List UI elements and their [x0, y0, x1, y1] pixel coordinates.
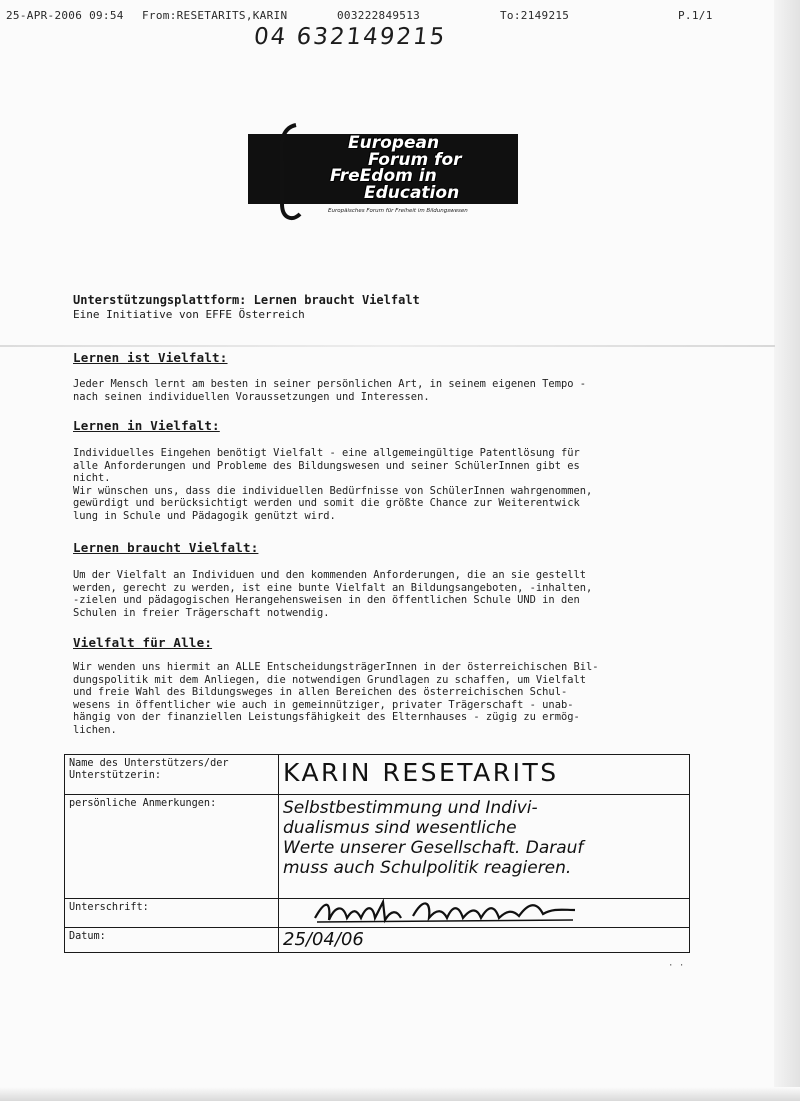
fax-from: From:RESETARITS,KARIN: [142, 9, 288, 22]
fax-date-time: 25-APR-2006 09:54: [6, 9, 124, 22]
paper-fold-line: [0, 345, 775, 347]
handwritten-fax-number: 04 632149215: [252, 24, 448, 50]
name-field[interactable]: KARIN RESETARITS: [279, 755, 690, 795]
logo-line-1: European: [348, 133, 440, 153]
fax-to: To:2149215: [500, 9, 570, 22]
handwritten-signature: [313, 896, 603, 926]
signature-field[interactable]: [279, 899, 690, 928]
remarks-field[interactable]: Selbstbestimmung und Indivi- dualismus sind wesentliche Werte unserer Gesellschaft. Darauf muss auch Schulpolitik reagieren.: [279, 795, 690, 899]
date-field[interactable]: 25/04/06: [279, 928, 690, 953]
section-heading-2: Lernen in Vielfalt:: [73, 418, 220, 433]
scan-mark: · ·: [668, 961, 685, 971]
fax-page-number: P.1/1: [678, 9, 713, 22]
logo-line-4: Education: [364, 183, 460, 203]
fax-sender-number: 003222849513: [337, 9, 421, 22]
name-label: Name des Unterstützers/der Unterstützerin:: [65, 755, 279, 795]
fax-header: [6, 9, 766, 25]
paper-edge: [774, 0, 800, 1101]
logo-subline: Europäisches Forum für Freiheit im Bildungswesen: [328, 208, 468, 214]
document-title: Unterstützungsplattform: Lernen braucht Vielfalt: [73, 293, 420, 307]
section-text-2: Individuelles Eingehen benötigt Vielfalt - eine allgemeingültige Patentlösung für alle Anforderungen und Probleme des Bildungswesen und seiner SchülerInnen gibt es nicht. Wir wünschen uns, dass die individuellen Bedürfnisse von SchülerInnen wahrgenommen, gewürdigt und berücksichtigt werden und somit die größte Chance zur Weiterentwick lung in Schule und Pädagogik genützt wird.: [73, 447, 593, 522]
section-heading-1: Lernen ist Vielfalt:: [73, 350, 228, 365]
logo-line-2: Forum for: [368, 150, 462, 170]
date-label: Datum:: [65, 928, 279, 953]
section-heading-4: Vielfalt für Alle:: [73, 635, 213, 650]
paper-bottom-edge: [0, 1087, 800, 1101]
section-heading-3: Lernen braucht Vielfalt:: [73, 540, 259, 555]
logo-line-3: FreEdom in: [330, 166, 437, 186]
effe-logo: [246, 122, 520, 224]
section-text-1: Jeder Mensch lernt am besten in seiner persönlichen Art, in seinem eigenen Tempo - nach seinen individuellen Voraussetzungen und Interessen.: [73, 378, 586, 403]
section-text-3: Um der Vielfalt an Individuen und den kommenden Anforderungen, die an sie gestellt werden, gerecht zu werden, ist eine bunte Vielfalt an Bildungsangeboten, -inhalten, -zielen und pädagogischen Herangehensweisen in den öffentlichen Schule UND in den Schulen in freier Trägerschaft notwendig.: [73, 569, 593, 619]
logo-curve-icon: [274, 122, 304, 224]
document-subtitle: Eine Initiative von EFFE Österreich: [73, 308, 305, 321]
section-text-4: Wir wenden uns hiermit an ALLE EntscheidungsträgerInnen in der österreichischen Bil- dungspolitik mit dem Anliegen, die notwendigen Grundlagen zu schaffen, um Vielfalt und freie Wahl des Bildungsweges in allen Bereichen des österreichischen Schul- wesens in öffentlicher wie auch in gemeinnütziger, privater Trägerschaft - unab- hängig von der finanziellen Leistungsfähigkeit des Elternhauses - zügig zu ermög- lichen.: [73, 661, 599, 736]
supporter-form: [64, 754, 690, 953]
remarks-label: persönliche Anmerkungen:: [65, 795, 279, 899]
signature-label: Unterschrift:: [65, 899, 279, 928]
